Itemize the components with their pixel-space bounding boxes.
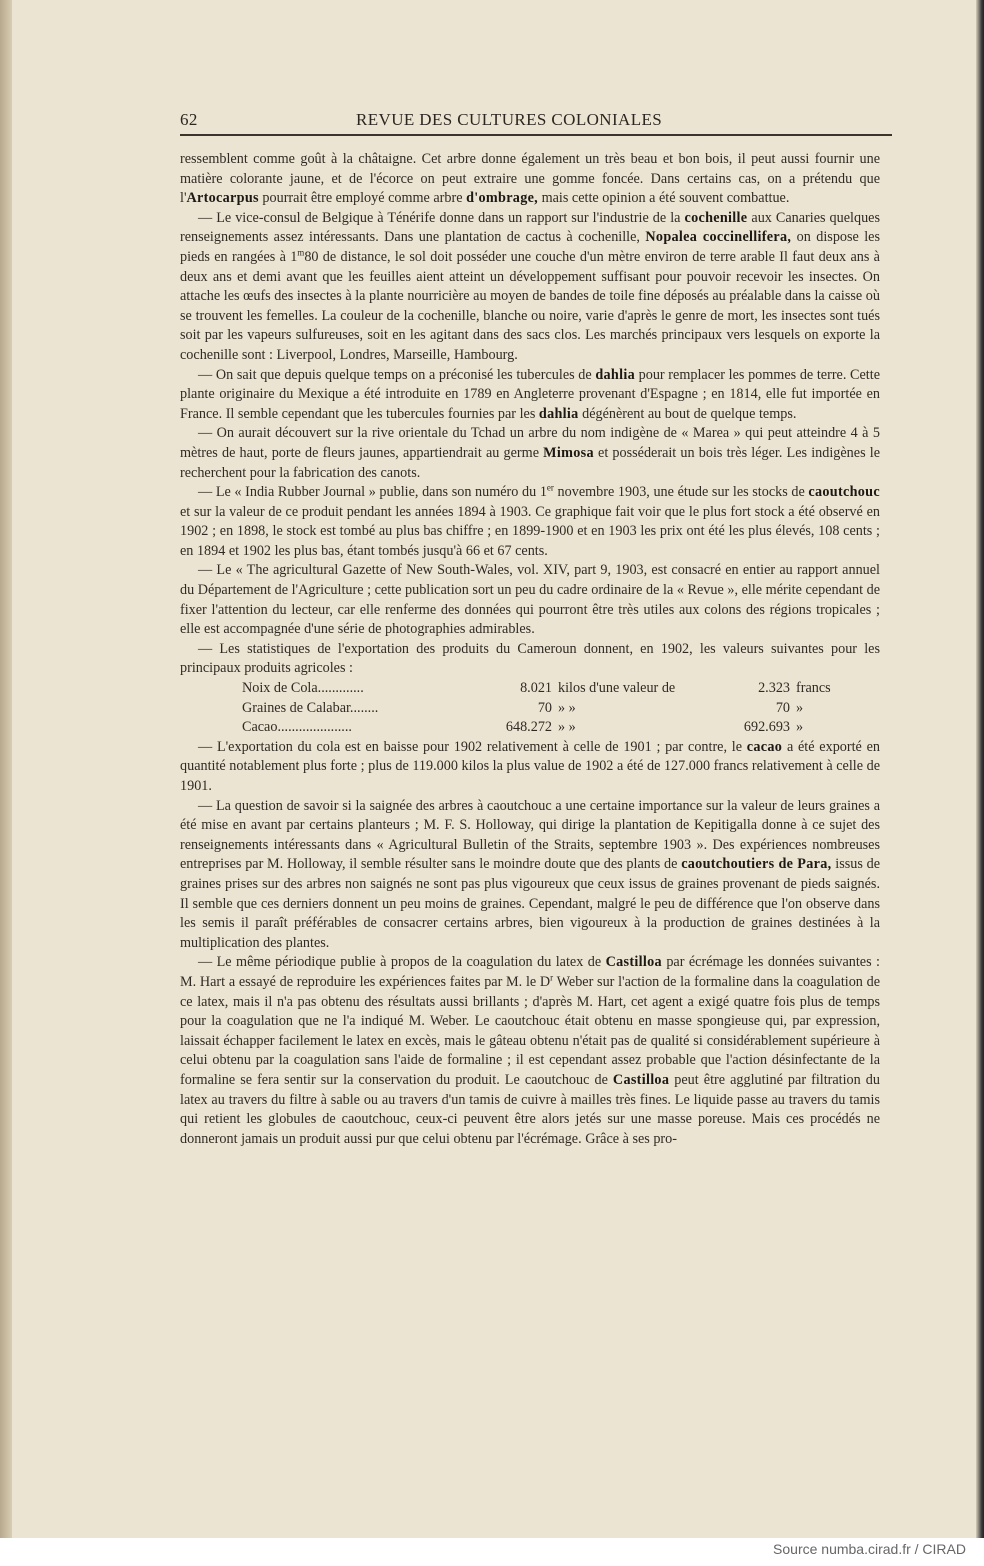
text: ressemblent comme goût à la châtaigne. Cet arbre donne également un très beau et bon bois, il peut aussi fournir une matière colorante jaune, et de l'écorce on peut extraire une gomme foncée. Dans certains cas, on a prétendu que l' [180, 151, 880, 207]
term-cacao: cacao [746, 738, 783, 755]
term-artocarpus: Artocarpus [186, 190, 259, 207]
text: — La question de savoir si la saignée des arbres à caoutchouc a une certaine importance sur la valeur de leurs graines a été mise en avant par certains planteurs ; M. F. S. Holloway, qui dirige la plantation de Kepitigalla donne à ce sujet des renseignements intéressants dans « Agricultural Bulletin of the Straits, septembre 1903 ». Des expériences nombreuses entreprises par M. Holloway, il semble résulter sans le moindre doute que des plants de [180, 797, 880, 873]
text: et posséderait un bois très léger. Les indigènes le recherchent pour la fabrication des canots. [180, 444, 880, 481]
text: — On aurait découvert sur la rive orientale du Tchad un arbre du nom indigène de « Marea » qui peut atteindre 4 à 5 mètres de haut, porte de fleurs jaunes, appartiendrait au germe [180, 425, 880, 461]
term-mimosa: Mimosa [543, 444, 594, 461]
value: 2.323 [758, 680, 790, 697]
value: 692.693 [743, 719, 790, 736]
text: novembre 1903, une étude sur les stocks de [553, 484, 809, 501]
term-cochenille: cochenille [684, 209, 748, 226]
superscript: er [546, 482, 554, 493]
paragraph-agricultural-gazette [180, 561, 880, 639]
table-row [242, 679, 842, 699]
term-nopalea: Nopalea coccinellifera, [645, 229, 792, 246]
paragraph-dahlia [180, 366, 880, 425]
quantity: 70 [537, 699, 552, 716]
term-castilloa: Castilloa [605, 954, 662, 971]
paragraph-cameroun [180, 640, 880, 679]
term-caoutchouc: caoutchouc [808, 484, 880, 501]
quantity: 648.272 [505, 719, 552, 736]
text: peut être agglutiné par filtration du latex au travers du filtre à sable ou au travers d'un tamis de cuivre à mailles très fines. Le liquide passe au travers du tamis qui retient les globules de caoutchouc, ceux-ci peuvent être alors jetés sur une masse poreuse. Mais ces procédés ne donneront jamais un produit aussi pur que celui obtenu par l'écrémage. Grâce à ses pro- [180, 1071, 880, 1147]
currency: » [796, 699, 804, 716]
text: a été exporté en quantité notablement plus forte ; plus de 119.000 kilos la plus value de 1902 a été de 127.000 francs relativement à celle de 1901. [180, 738, 881, 794]
article-body [180, 150, 880, 1149]
table-row [242, 718, 842, 738]
paragraph-castilloa [180, 953, 880, 1149]
binding-gutter [0, 0, 12, 1538]
product-label: Cacao..................... [242, 719, 352, 736]
export-statistics-table [242, 679, 842, 738]
paragraph-cola-export [180, 738, 880, 797]
text: — On sait que depuis quelque temps on a préconisé les tubercules de [198, 366, 596, 383]
product-label: Noix de Cola............. [242, 680, 364, 697]
text: — Le même périodique publie à propos de la coagulation du latex de [198, 954, 606, 971]
paragraph-cochenille [180, 209, 880, 366]
currency: francs [796, 680, 831, 697]
table-row [242, 699, 842, 719]
term-dahlia: dahlia [595, 366, 635, 383]
paragraph-artocarpus [180, 150, 880, 209]
journal-title: REVUE DES CULTURES COLONIALES [356, 110, 663, 129]
unit-description: » » [558, 699, 576, 716]
term-castilloa: Castilloa [612, 1071, 670, 1088]
superscript: r [550, 972, 554, 983]
term-caoutchoutiers-para: caoutchoutiers de Para, [681, 856, 832, 873]
paragraph-marea [180, 424, 880, 483]
text: — Les statistiques de l'exportation des produits du Cameroun donnent, en 1902, les valeurs suivantes pour les principaux produits agricoles : [180, 640, 880, 677]
text: mais cette opinion a été souvent combattue. [538, 190, 790, 207]
source-credit: Source numba.cirad.fr / CIRAD [773, 1541, 966, 1557]
text: on dispose les pieds en rangées à 1 [180, 229, 880, 265]
value: 70 [775, 699, 790, 716]
text: — Le « The agricultural Gazette of New South-Wales, vol. XIV, part 9, 1903, est consacré en entier au rapport annuel du Département de l'Agriculture ; cette publication sort un peu du cadre ordinaire de la « Revue », elle mérite cependant de fixer l'attention du lecteur, car elle renferme des données qui pourront être très utiles aux colons des régions tropicales ; elle est accompagnée d'une série de photographies admirables. [180, 562, 880, 638]
running-header [180, 108, 892, 136]
text: — Le « India Rubber Journal » publie, dans son numéro du 1 [198, 484, 547, 501]
term-ombrage: d'ombrage, [466, 190, 539, 207]
paragraph-india-rubber [180, 483, 880, 561]
unit-description: kilos d'une valeur de [558, 680, 676, 697]
page-number: 62 [180, 110, 198, 129]
paragraph-saignee [180, 797, 880, 954]
term-dahlia: dahlia [538, 405, 579, 422]
text: issus de graines prises sur des arbres non saignés ne sont pas plus vigoureux que ceux issus de graines provenant de pieds saignés. Il semble que ces derniers donnent un peu moins de graines. Cependant, malgré le peu de différence que l'on observe dans les semis il paraît préférables de consacrer certains arbres, bien vigoureux à la production de graines destinées à la multiplication des plantes. [180, 856, 880, 951]
text: dégénèrent au bout de quelque temps. [578, 405, 797, 422]
text: et sur la valeur de ce produit pendant les années 1894 à 1903. Ce graphique fait voir que le plus fort stock a été observé en 1902 ; en 1898, le stock est tombé au plus bas chiffre ; en 1899-1900 et en 1903 les prix ont été les plus élevés, 108 cents ; en 1894 et 1902 les plus bas, étant tombés jusqu'à 66 et 67 cents. [180, 503, 880, 559]
text: — Le vice-consul de Belgique à Ténérife donne dans un rapport sur l'industrie de la [198, 209, 685, 226]
header-rule [180, 134, 892, 136]
page-edge [976, 0, 984, 1538]
quantity: 8.021 [520, 680, 552, 697]
unit-description: » » [558, 719, 576, 736]
text: pour remplacer les pommes de terre. Cette plante originaire du Mexique a été introduite en 1789 en Angleterre provenant d'Espagne ; en 1814, elle fut importée en France. Il semble cependant que les tubercules fournies par les [180, 366, 880, 422]
text: — L'exportation du cola est en baisse pour 1902 relativement à celle de 1901 ; par contre, le [198, 738, 747, 755]
text: par écrémage les données suivantes : M. Hart a essayé de reproduire les expériences faites par M. le D [180, 954, 880, 990]
product-label: Graines de Calabar........ [242, 699, 379, 716]
text: Weber sur l'action de la formaline dans la coagulation de ce latex, mais il n'a pas obtenu des résultats aussi brillants ; d'après M. Hart, cet agent a exigé quatre fois plus de temps pour la coagulation que ne l'a indiqué M. Weber. Le caoutchouc était obtenu en masse spongieuse qui, par expression, laissait échapper facilement le latex en excès, mais le gâteau obtenu n'était pas de qualité si considérablement supérieure à celui obtenu par la coagulation sans l'aide de formaline ; il est cependant assez probable que l'action désinfectante de la formaline se fera sentir sur la conservation du produit. Le caoutchouc de [180, 973, 881, 1088]
text: aux Canaries quelques renseignements assez intéressants. Dans une plantation de cactus à cochenille, [180, 209, 880, 246]
text: pourrait être employé comme arbre [258, 190, 467, 207]
currency: » [796, 719, 804, 736]
superscript: m [297, 247, 305, 258]
text: 80 de distance, le sol doit posséder une couche d'un mètre environ de terre arable Il faut deux ans à deux ans et demi avant que les feuilles aient atteint un développement suffisant pour pouvoir recevoir les insectes. On attache les œufs des insectes à la plante nourricière au moyen de bandes de toile fine déposés au préalable dans la caisse où se trouvent les femelles. La couleur de la cochenille, blanche ou noire, varie d'après le genre de mort, les insectes sont tués soit par les vapeurs sulfureuses, soit en les agitant dans des sacs clos. Les marchés principaux vers lesquels on exporte la cochenille sont : Liverpool, Londres, Marseille, Hambourg. [180, 248, 880, 363]
